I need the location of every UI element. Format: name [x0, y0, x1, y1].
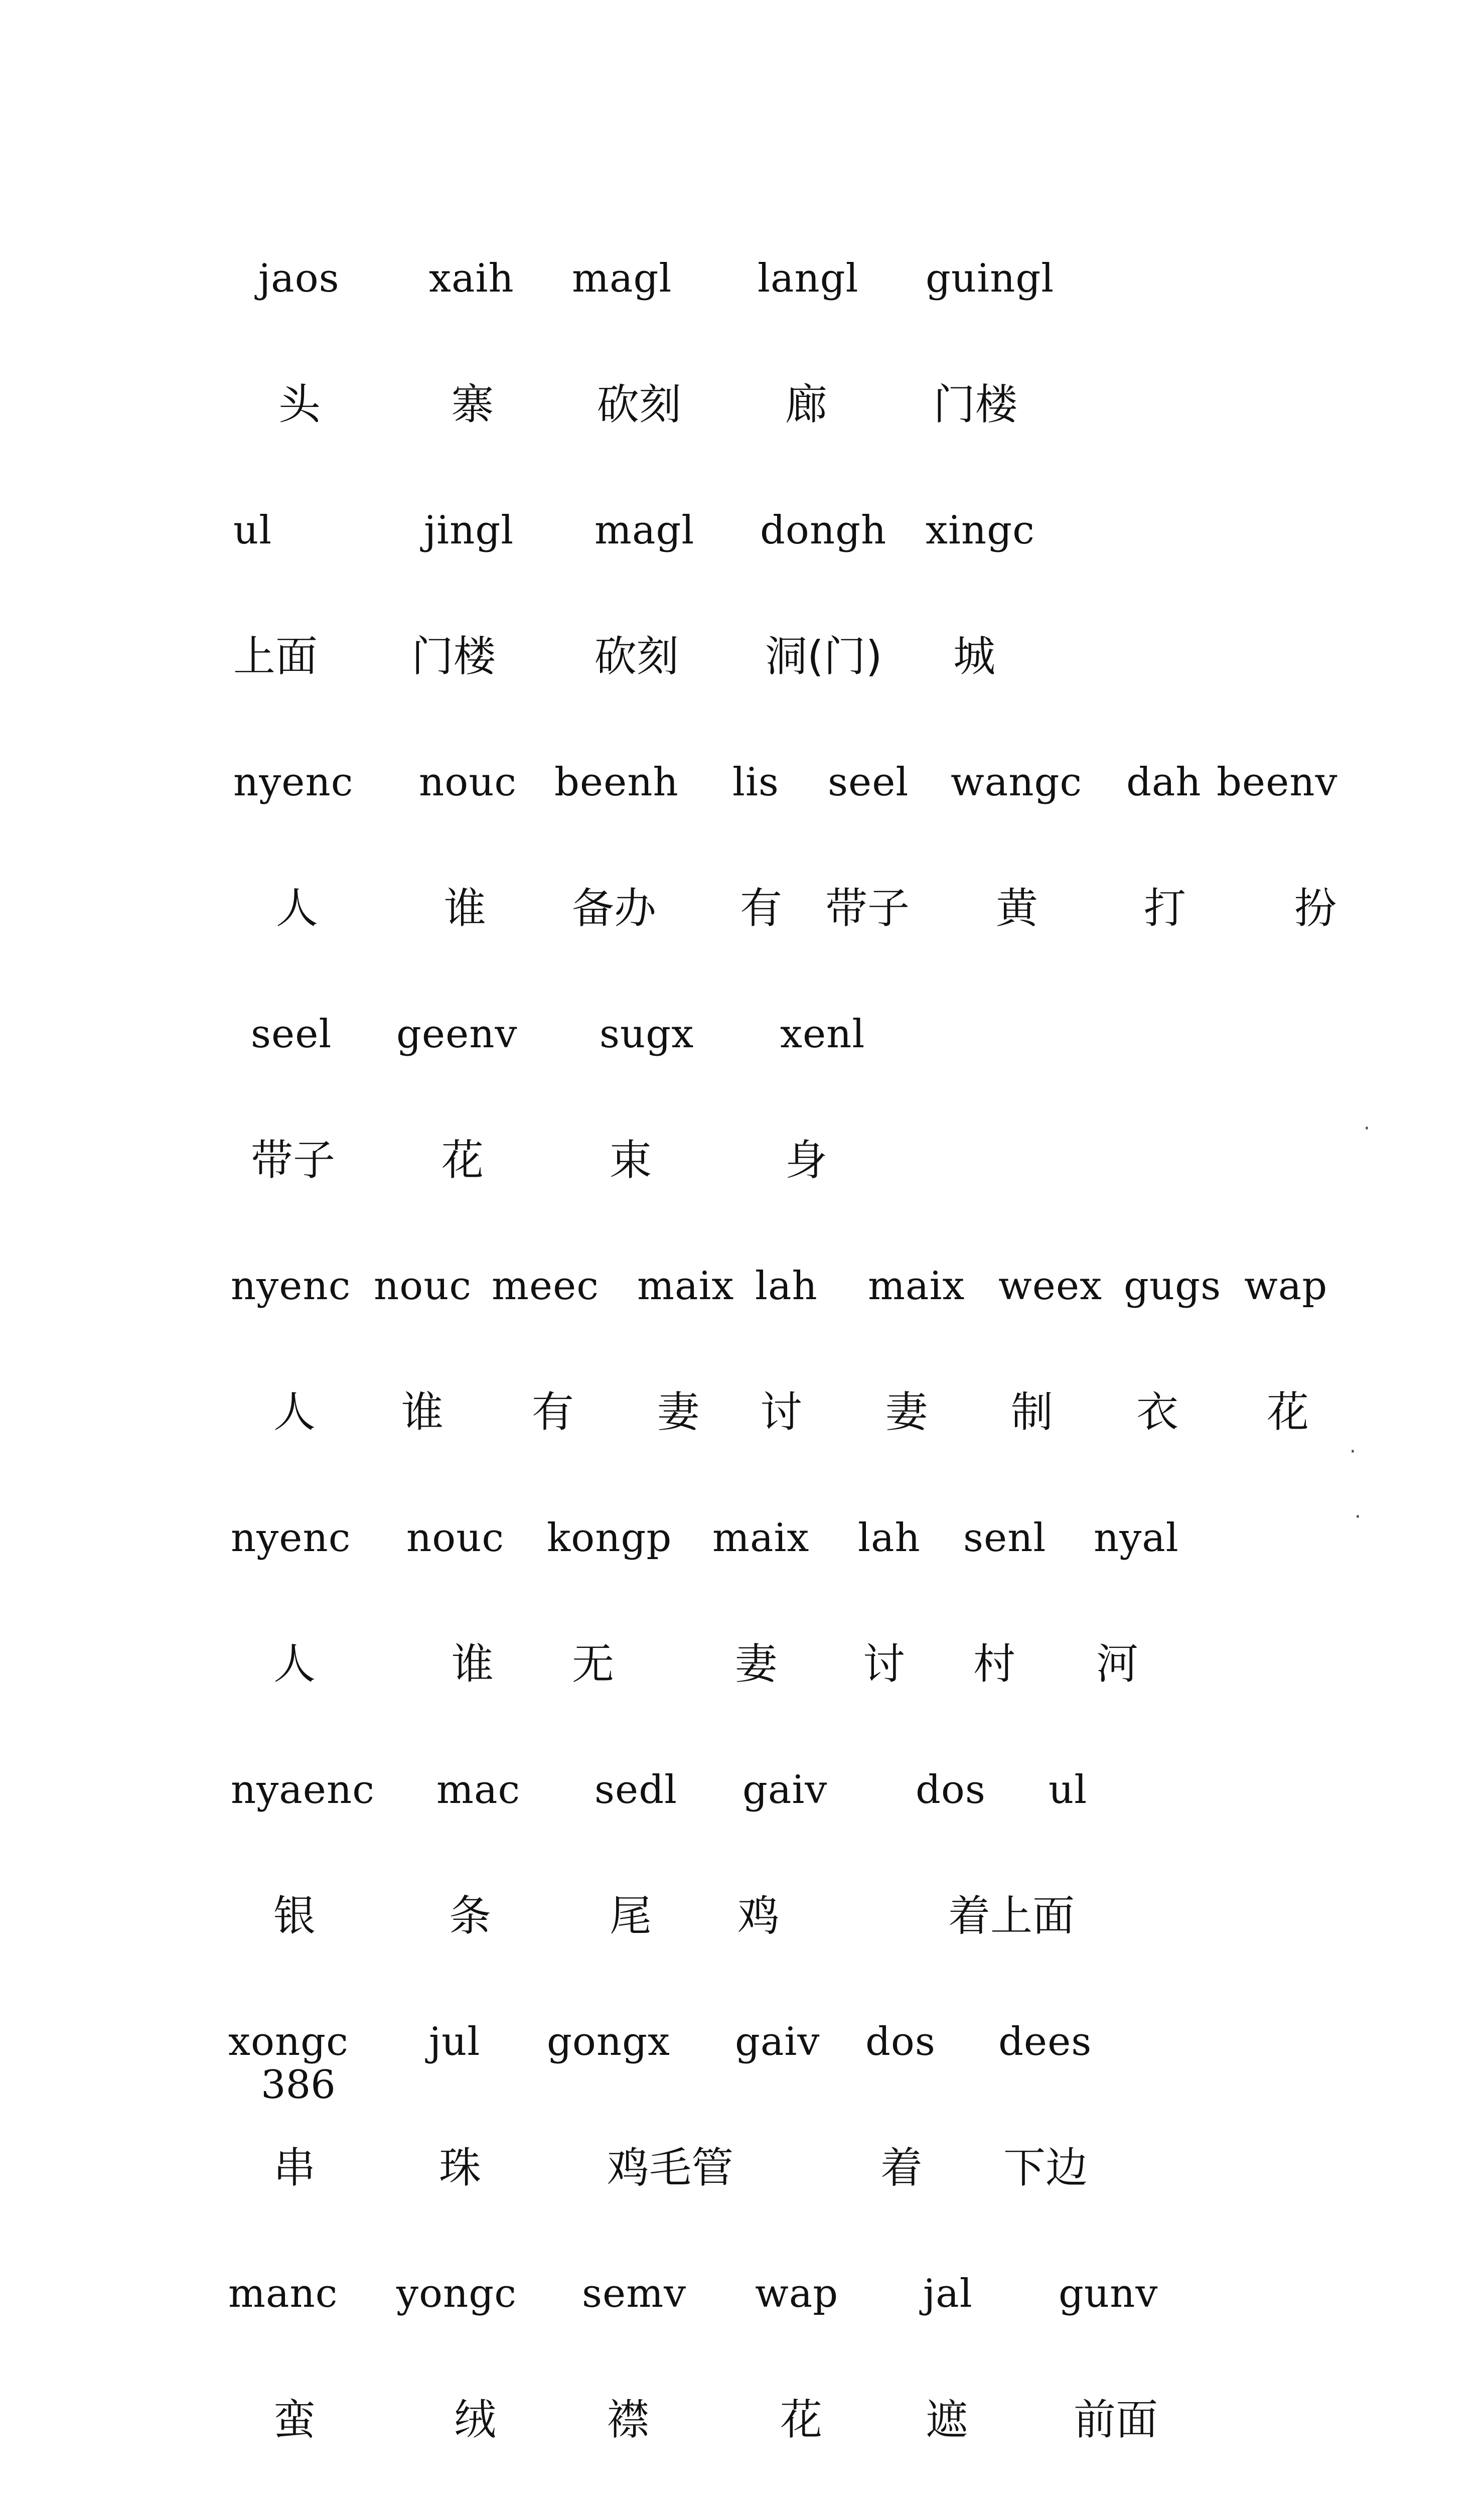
- gloss-word: 鸡毛管: [607, 2143, 734, 2192]
- gloss-word: 有: [740, 884, 783, 933]
- romanized-word: nyenc: [233, 760, 354, 805]
- gloss-word: 谁: [444, 884, 487, 933]
- gloss-word: 衣: [1136, 1387, 1179, 1437]
- gloss-word: 洞(门): [765, 632, 882, 681]
- romanized-line: [0, 1510, 1484, 1566]
- gloss-word: 门楼: [933, 380, 1018, 429]
- romanized-word: dees: [998, 2019, 1092, 2064]
- romanized-word: seel: [828, 760, 909, 805]
- romanized-word: gugs: [1124, 1264, 1222, 1309]
- gloss-word: 束: [610, 1136, 652, 1185]
- romanized-word: weex: [998, 1264, 1103, 1309]
- chinese-gloss-line: [0, 377, 1484, 432]
- romanized-word: guingl: [926, 256, 1055, 301]
- romanized-word: mac: [436, 1767, 521, 1813]
- romanized-word: ul: [1049, 1767, 1088, 1813]
- chinese-gloss-line: [0, 1133, 1484, 1188]
- gloss-word: 河: [1096, 1639, 1139, 1689]
- romanized-word: jaos: [258, 256, 340, 301]
- chinese-gloss-line: [0, 2392, 1484, 2447]
- romanized-word: xingc: [926, 508, 1035, 553]
- romanized-word: dos: [865, 2019, 936, 2064]
- gloss-word: 讨: [863, 1639, 906, 1689]
- romanized-word: nyenc: [231, 1515, 351, 1561]
- romanized-word: gaiv: [735, 2019, 820, 2064]
- gloss-word: 人: [276, 884, 319, 933]
- gloss-word: 串: [273, 2143, 316, 2192]
- romanized-word: maix: [637, 1264, 734, 1309]
- romanized-line: [0, 2014, 1484, 2069]
- gloss-word: 砍刻: [597, 380, 682, 429]
- gloss-word: 谁: [401, 1387, 444, 1437]
- romanized-word: jal: [923, 2271, 973, 2316]
- romanized-word: lis: [732, 760, 779, 805]
- romanized-word: dos: [916, 1767, 986, 1813]
- gloss-word: 身: [785, 1136, 828, 1185]
- gloss-word: 有: [532, 1387, 574, 1437]
- romanized-word: gaiv: [743, 1767, 828, 1813]
- romanized-word: langl: [758, 256, 859, 301]
- romanized-word: meec: [492, 1264, 599, 1309]
- gloss-word: 下边: [1003, 2143, 1088, 2192]
- chinese-gloss-line: [0, 1636, 1484, 1692]
- gloss-word: 村: [973, 1639, 1016, 1689]
- scan-speck: ·: [1364, 1117, 1370, 1140]
- romanized-word: nyenc: [231, 1264, 351, 1309]
- gloss-word: 花: [441, 1136, 484, 1185]
- gloss-word: 蛮: [273, 2395, 316, 2444]
- romanized-word: sedl: [595, 1767, 678, 1813]
- romanized-line: [0, 755, 1484, 810]
- romanized-line: [0, 1259, 1484, 1314]
- romanized-word: sugx: [600, 1012, 694, 1057]
- romanized-word: gongx: [547, 2019, 671, 2064]
- romanized-word: maix: [712, 1515, 810, 1561]
- romanized-word: maix: [868, 1264, 965, 1309]
- romanized-word: magl: [572, 256, 672, 301]
- gloss-word: 谁: [452, 1639, 494, 1689]
- romanized-word: semv: [582, 2271, 687, 2316]
- gloss-word: 银: [273, 1891, 316, 1940]
- romanized-word: manc: [228, 2271, 338, 2316]
- gloss-word: 无: [572, 1639, 615, 1689]
- gloss-word: 寨: [452, 380, 494, 429]
- gloss-word: 人: [273, 1387, 316, 1437]
- romanized-line: [0, 2266, 1484, 2321]
- romanized-word: nouc: [374, 1264, 472, 1309]
- gloss-word: 妻: [735, 1639, 778, 1689]
- gloss-word: 绒: [454, 2395, 497, 2444]
- gloss-word: 尾: [610, 1891, 652, 1940]
- romanized-word: wangc: [951, 760, 1083, 805]
- gloss-word: 妻: [885, 1387, 928, 1437]
- romanized-word: ul: [233, 508, 272, 553]
- gloss-word: 遮: [926, 2395, 968, 2444]
- romanized-word: beenv: [1217, 760, 1338, 805]
- gloss-word: 头: [278, 380, 321, 429]
- romanized-word: gunv: [1059, 2271, 1158, 2316]
- gloss-word: 廊: [785, 380, 828, 429]
- romanized-word: nyaenc: [231, 1767, 375, 1813]
- chinese-gloss-line: [0, 881, 1484, 936]
- romanized-word: magl: [595, 508, 695, 553]
- scan-speck: ·: [1350, 1440, 1356, 1463]
- romanized-word: xongc: [228, 2019, 349, 2064]
- scan-speck: ·: [1355, 1505, 1361, 1528]
- gloss-word: 门楼: [411, 632, 496, 681]
- gloss-word: 黄: [996, 884, 1038, 933]
- romanized-word: nouc: [419, 760, 517, 805]
- gloss-word: 条: [449, 1891, 492, 1940]
- romanized-word: lah: [755, 1264, 818, 1309]
- romanized-word: beenh: [554, 760, 679, 805]
- romanized-word: nouc: [406, 1515, 505, 1561]
- gloss-word: 打: [1144, 884, 1186, 933]
- romanized-line: [0, 503, 1484, 558]
- gloss-word: 带子: [251, 1136, 336, 1185]
- romanized-line: [0, 1762, 1484, 1818]
- romanized-word: xaih: [429, 256, 514, 301]
- gloss-word: 备办: [572, 884, 657, 933]
- romanized-word: geenv: [396, 1012, 518, 1057]
- chinese-gloss-line: [0, 2140, 1484, 2195]
- romanized-word: yongc: [396, 2271, 517, 2316]
- romanized-word: dongh: [760, 508, 887, 553]
- gloss-word: 砍刻: [595, 632, 679, 681]
- romanized-word: seel: [251, 1012, 332, 1057]
- chinese-gloss-line: [0, 1888, 1484, 1943]
- romanized-word: wap: [755, 2271, 839, 2316]
- gloss-word: 人: [273, 1639, 316, 1689]
- gloss-word: 着: [880, 2143, 923, 2192]
- gloss-word: 襟: [607, 2395, 650, 2444]
- romanized-line: [0, 251, 1484, 306]
- chinese-gloss-line: [0, 629, 1484, 684]
- gloss-word: 城: [953, 632, 996, 681]
- gloss-word: 扮: [1294, 884, 1337, 933]
- gloss-word: 上面: [233, 632, 318, 681]
- gloss-word: 带子: [825, 884, 910, 933]
- gloss-word: 着上面: [948, 1891, 1075, 1940]
- gloss-word: 制: [1011, 1387, 1054, 1437]
- romanized-word: wap: [1244, 1264, 1328, 1309]
- gloss-word: 妻: [657, 1387, 700, 1437]
- romanized-word: nyal: [1094, 1515, 1179, 1561]
- page-number: 386: [261, 2062, 336, 2108]
- romanized-word: senl: [963, 1515, 1047, 1561]
- romanized-word: kongp: [547, 1515, 672, 1561]
- gloss-word: 花: [780, 2395, 823, 2444]
- gloss-word: 花: [1267, 1387, 1309, 1437]
- gloss-word: 珠: [439, 2143, 482, 2192]
- romanized-word: lah: [858, 1515, 921, 1561]
- romanized-line: [0, 1007, 1484, 1062]
- romanized-word: jul: [429, 2019, 481, 2064]
- romanized-word: jingl: [424, 508, 514, 553]
- gloss-word: 前面: [1074, 2395, 1158, 2444]
- gloss-word: 讨: [760, 1387, 803, 1437]
- gloss-word: 鸡: [737, 1891, 780, 1940]
- romanized-word: dah: [1126, 760, 1202, 805]
- romanized-word: xenl: [780, 1012, 865, 1057]
- chinese-gloss-line: [0, 1384, 1484, 1440]
